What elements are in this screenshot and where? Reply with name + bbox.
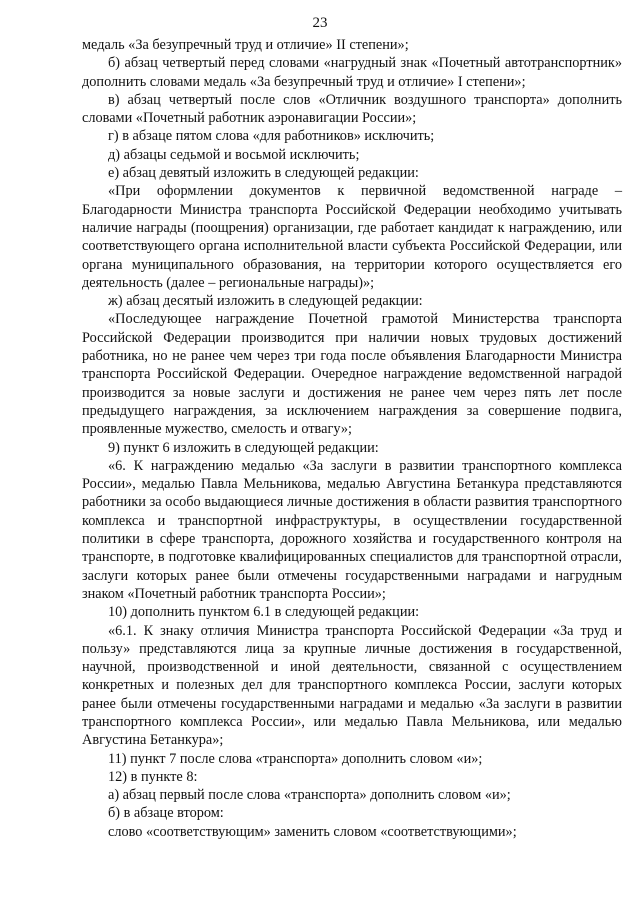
paragraph-item-b2: б) в абзаце втором: <box>108 805 224 822</box>
paragraph-item-d: д) абзацы седьмой и восьмой исключить; <box>108 146 360 163</box>
paragraph-item-9: 9) пункт 6 изложить в следующей редакции: <box>108 439 379 456</box>
paragraph-item-10: 10) дополнить пунктом 6.1 в следующей редакции: <box>108 604 420 621</box>
paragraph-item-b: б) абзац четвертый перед словами «нагрудный знак «Почетный автотранспортник» дополнить словами медаль «За безупречный труд и отличие» I степени»; <box>82 55 622 90</box>
paragraph-item-e: е) абзац девятый изложить в следующей редакции: <box>108 165 419 182</box>
paragraph-item-a: а) абзац первый после слова «транспорта» дополнить словом «и»; <box>108 787 511 804</box>
paragraph-item-g: г) в абзаце пятом слова «для работников» исключить; <box>108 128 435 145</box>
paragraph-item-11: 11) пункт 7 после слова «транспорта» дополнить словом «и»; <box>108 750 483 767</box>
paragraph-quote-2: «Последующее награждение Почетной грамотой Министерства транспорта Российской Федерации производится при наличии новых трудовых достижений работника, но не ранее чем через три года после объявления Благодарности Министра транспорта Российской Федерации. Очередное награждение ведомственной наградой производится за новые заслуги и достижения не ранее чем через пять лет после предыдущего награждения, за исключением награждения за совершение подвига, проявленные мужество, смелость и отвагу»; <box>82 311 622 438</box>
paragraph-quote-4: «6.1. К знаку отличия Министра транспорта Российской Федерации «За труд и пользу» представляются лица за крупные личные достижения в государственной, научной, производственной и иной деятельности, связанной с осуществлением конкретных и полезных дел для транспортного комплекса России, заслуги которых ранее были отмечены государственными наградами и медалью «За заслуги в развитии транспортного комплекса России», или медалью Павла Мельникова, или медалью Августина Бетанкура»; <box>82 622 622 749</box>
document-body <box>82 36 622 841</box>
paragraph-item-v: в) абзац четвертый после слов «Отличник воздушного транспорта» дополнить словами «Почетный работник аэронавигации России»; <box>82 91 622 127</box>
paragraph-quote-3: «6. К награждению медалью «За заслуги в развитии транспортного комплекса России», медалью Павла Мельникова, медалью Августина Бетанкура представляются работники за особо выдающиеся личные достижения в области развития транспортного комплекса и транспортной инфраструктуры, в осуществлении государственной политики в сфере транспорта, дорожного хозяйства и государственного контроля на транспорте, в подготовке квалифицированных специалистов для транспортной отрасли, заслуги которых ранее были отмечены государственными наградами и нагрудным знаком «Почетный работник транспорта России»; <box>82 457 622 602</box>
paragraph-item-12: 12) в пункте 8: <box>108 768 198 785</box>
paragraph-replacement: слово «соответствующим» заменить словом «соответствующими»; <box>108 823 517 840</box>
page-number: 23 <box>312 15 328 31</box>
paragraph-continuation: медаль «За безупречный труд и отличие» II степени»; <box>82 37 409 53</box>
paragraph-quote-1: «При оформлении документов к первичной ведомственной награде – Благодарности Министра транспорта Российской Федерации необходимо учитывать наличие награды (поощрения) организации, где работает кандидат к награждению, или соответствующего органа исполнительной власти субъекта Российской Федерации, или органа муниципального образования, на территории которого осуществляется его деятельность (далее – региональные награды)»; <box>82 183 622 291</box>
paragraph-item-zh: ж) абзац десятый изложить в следующей редакции: <box>108 293 423 310</box>
